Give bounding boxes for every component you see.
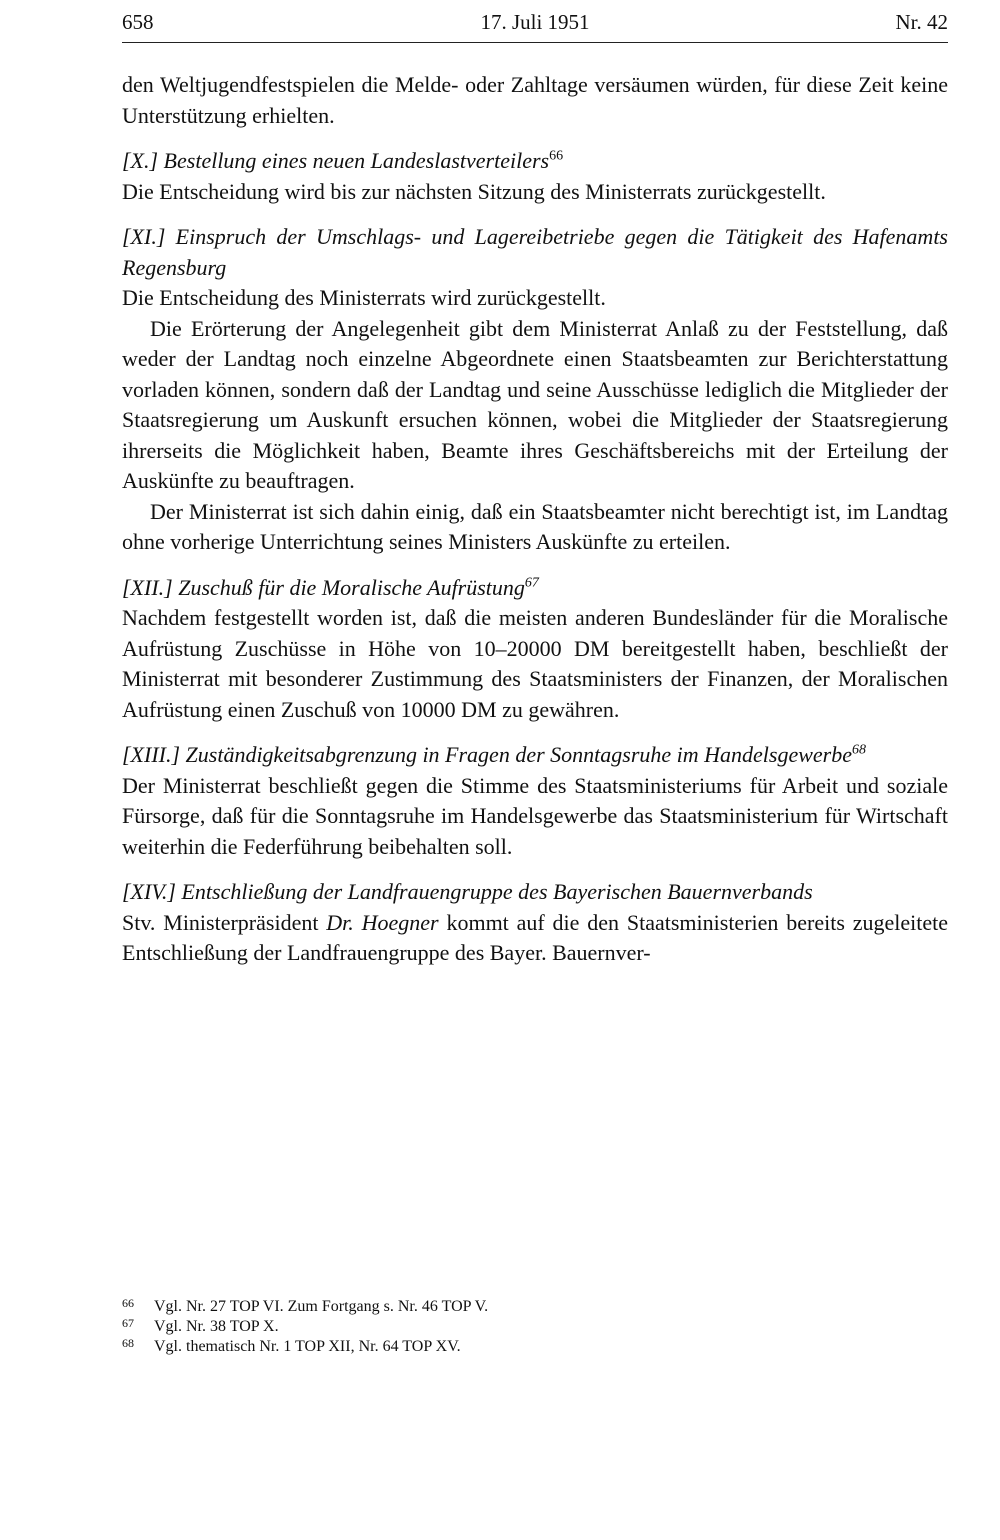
issue-number: Nr. 42 bbox=[895, 10, 948, 34]
footnote-text: Vgl. Nr. 38 TOP X. bbox=[154, 1318, 279, 1335]
section-heading-xi: [XI.] Einspruch der Umschlags- und Lagereibetriebe gegen die Tätigkeit des Hafenamts Regensburg bbox=[122, 224, 948, 280]
footnote-ref-68: 68 bbox=[852, 742, 867, 758]
footnote-number: 66 bbox=[122, 1296, 134, 1310]
page-header bbox=[122, 8, 948, 43]
page-number: 658 bbox=[122, 10, 154, 34]
section-heading-xiii-text: [XIII.] Zuständigkeitsabgrenzung in Fragen der Sonntagsruhe im Handelsgewerbe bbox=[122, 742, 853, 767]
footnote-67 bbox=[122, 1317, 948, 1337]
paragraph: Die Erörterung der Angelegenheit gibt dem Ministerrat Anlaß zu der Feststellung, daß weder der Landtag noch einzelne Abgeordnete einen Staatsbeamten zur Berichterstattung vorladen können, sondern daß der Landtag und seine Ausschüsse lediglich die Mitglieder der Staatsregierung um Auskunft ersuchen können, wobei die Mitglieder der Staatsregierung ihrerseits die Möglichkeit haben, Beamte ihres Geschäftsbereichs mit der Erteilung der Auskünfte zu beauftragen. bbox=[122, 315, 948, 493]
footnote-66 bbox=[122, 1297, 948, 1317]
footnotes bbox=[122, 1297, 948, 1357]
paragraph: Der Ministerrat beschließt gegen die Stimme des Staatsministeriums für Arbeit und soziale Fürsorge, daß für die Sonntagsruhe im Handelsgewerbe das Staatsministerium für Wirtschaft weiterhin die Federführung beibehalten soll. bbox=[122, 772, 948, 859]
paragraph-text: kommt auf die den Staatsministerien bereits zugeleitete Entschließung der Landfrauengruppe des Bayer. Bauernver- bbox=[122, 909, 948, 965]
section-heading-xii-text: [XII.] Zuschuß für die Moralische Aufrüstung bbox=[122, 574, 525, 600]
footnote-ref-66: 66 bbox=[549, 148, 564, 164]
section-heading-x-text: [X.] Bestellung eines neuen Landeslastverteilers bbox=[122, 148, 550, 173]
paragraph-text: Stv. Ministerpräsident bbox=[122, 909, 327, 935]
person-name: Dr. Hoegner bbox=[326, 909, 439, 935]
footnote-number: 68 bbox=[122, 1336, 134, 1350]
footnote-text: Vgl. thematisch Nr. 1 TOP XII, Nr. 64 TOP XV. bbox=[154, 1338, 461, 1355]
footnote-number: 67 bbox=[122, 1316, 134, 1330]
paragraph: Der Ministerrat ist sich dahin einig, daß ein Staatsbeamter nicht berechtigt ist, im Landtag ohne vorherige Unterrichtung seines Ministers Auskünfte zu erteilen. bbox=[122, 498, 948, 554]
section-heading-xiii bbox=[122, 740, 948, 771]
page-body bbox=[122, 70, 948, 969]
paragraph-continued: den Weltjugendfestspielen die Melde- oder Zahltage versäumen würden, für diese Zeit keine Unterstützung erhielten. bbox=[122, 72, 948, 128]
header-date: 17. Juli 1951 bbox=[480, 10, 590, 34]
section-heading-x bbox=[122, 146, 948, 177]
paragraph: Nachdem festgestellt worden ist, daß die meisten anderen Bundesländer für die Moralische Aufrüstung Zuschüsse in Höhe von 10–20000 DM bereitgestellt haben, beschließt der Ministerrat mit besonderer Zustimmung des Staatsministers der Finanzen, der Moralischen Aufrüstung einen Zuschuß von 10000 DM zu gewähren. bbox=[122, 605, 948, 722]
section-heading-xiv: [XIV.] Entschließung der Landfrauengruppe des Bayerischen Bauernverbands bbox=[122, 879, 813, 904]
footnote-ref-67: 67 bbox=[524, 575, 539, 591]
paragraph bbox=[122, 908, 948, 969]
footnote-68 bbox=[122, 1337, 948, 1357]
section-heading-xii bbox=[122, 573, 948, 604]
footnote-text: Vgl. Nr. 27 TOP VI. Zum Fortgang s. Nr. 46 TOP V. bbox=[154, 1298, 489, 1315]
paragraph: Die Entscheidung des Ministerrats wird zurückgestellt. bbox=[122, 285, 606, 310]
paragraph: Die Entscheidung wird bis zur nächsten Sitzung des Ministerrats zurückgestellt. bbox=[122, 178, 826, 204]
